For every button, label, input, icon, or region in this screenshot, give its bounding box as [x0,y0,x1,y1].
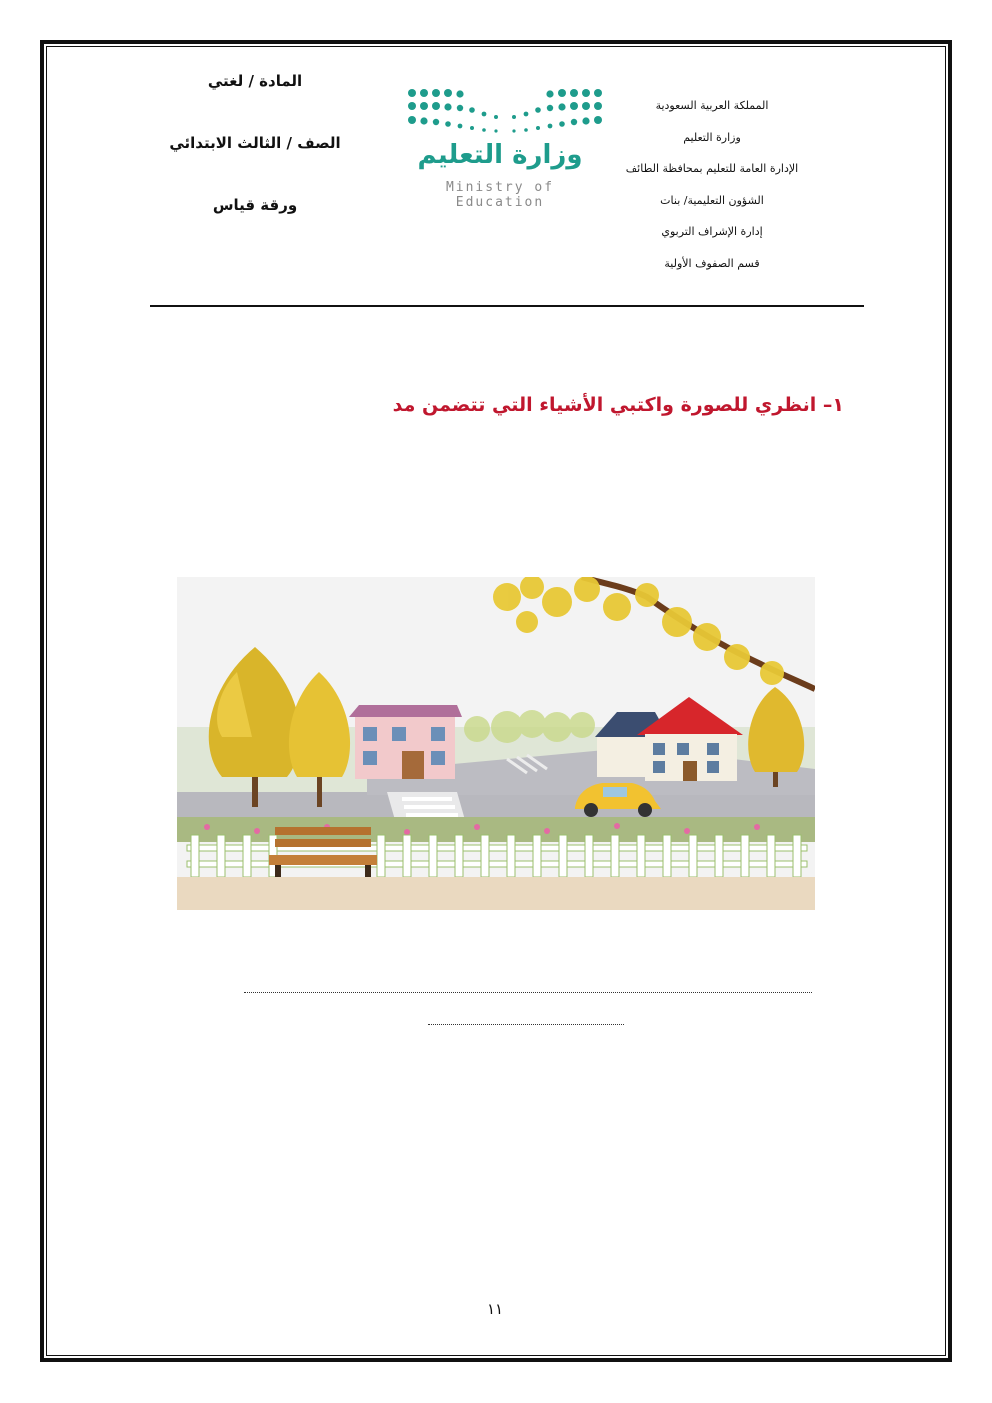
subject-header [150,70,360,256]
header-line-kingdom: المملكة العربية السعودية [655,99,769,112]
page-number: ١١ [486,1300,504,1318]
header-line-directorate: الإدارة العامة للتعليم بمحافظة الطائف [625,162,799,175]
answer-line-1[interactable] [244,992,812,993]
header-line-department: قسم الصفوف الأولية [664,256,760,270]
header-line-ministry: وزارة التعليم [683,130,741,144]
subject-label: المادة / لغتي [207,72,303,90]
grade-label: الصف / الثالث الابتدائي [169,134,341,152]
question-prompt: ١– انظري للصورة واكتبي الأشياء التي تتضمن مد [392,394,844,416]
sheet-type-label: ورقة قياس [212,196,298,214]
logo-english-text: Ministry of Education [445,180,555,210]
header-line-supervision: إدارة الإشراف التربوي [661,225,763,238]
street-scene-illustration [177,577,815,910]
pink-house-icon [349,705,462,779]
logo-dots-icon [400,84,610,144]
header-line-affairs: الشؤون التعليمية/ بنات [660,193,764,207]
institution-header [582,95,842,284]
header-divider [150,305,864,307]
answer-line-2[interactable] [428,1024,624,1025]
ministry-logo [400,84,610,210]
logo-arabic-text: وزارة التعليم [417,140,583,170]
